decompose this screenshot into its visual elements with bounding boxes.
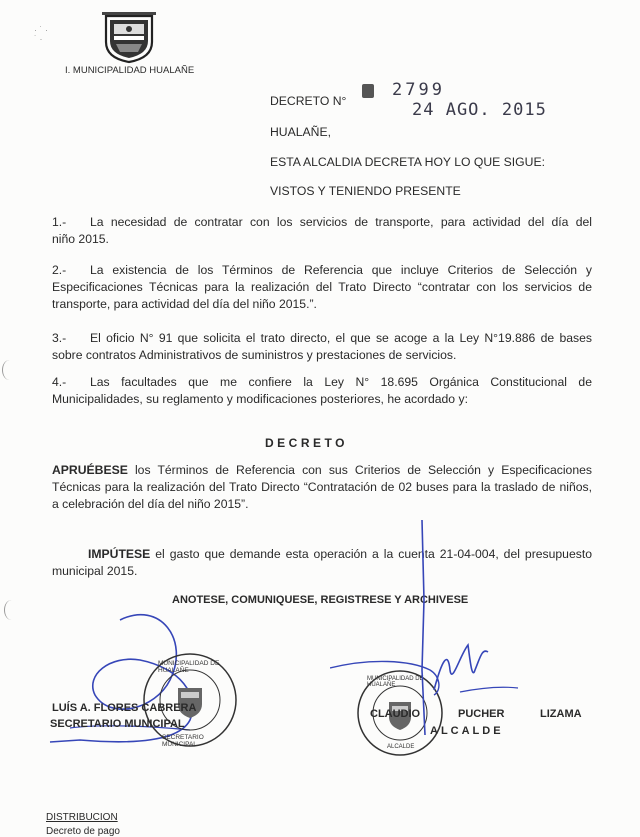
imputese-lead: IMPÚTESE — [88, 547, 151, 561]
item-text-rest: sobre contratos Administrativos de suministros y prestaciones de servicios. — [52, 348, 457, 362]
item-text-line: La existencia de los Términos de Referencia que incluye Criterios de Selección y — [90, 263, 592, 277]
list-item-4 — [52, 374, 592, 408]
list-item-2 — [52, 262, 592, 313]
apruebese-lead: APRUÉBESE — [52, 463, 128, 477]
distribution-line: Decreto de pago — [46, 826, 120, 837]
secretary-seal — [140, 650, 240, 750]
punch-mark — [2, 360, 17, 380]
item-number: 2.- — [52, 263, 67, 277]
decree-date-stamp: 24 AGO. 2015 — [412, 100, 547, 120]
mayor-name-last: LIZAMA — [540, 708, 582, 720]
item-number: 1.- — [52, 215, 67, 229]
item-text-rest: Municipalidades, su reglamento y modificaciones posteriores, he acordado y: — [52, 392, 468, 406]
decreto-heading: DECRETO — [265, 436, 348, 450]
item-text-rest: niño 2015. — [52, 232, 109, 246]
vistos-heading: VISTOS Y TENIENDO PRESENTE — [270, 184, 461, 198]
decree-label: DECRETO N° — [270, 94, 347, 108]
punch-mark — [4, 600, 19, 620]
imputese-text: el gasto que demande esta operación a la cuenta 21-04-004, del presupuesto municipal 2015. — [52, 547, 592, 578]
municipal-crest-icon — [100, 8, 158, 64]
speckle-marks: · ˙ · ˙ · — [34, 25, 48, 44]
item-text-line: El oficio N° 91 que solicita el trato directo, el que se acoge a la Ley N°19.886 de bases — [90, 331, 592, 345]
secretary-name: LUÍS A. FLORES CABRERA — [52, 702, 197, 714]
secretary-title: SECRETARIO MUNICIPAL — [50, 718, 185, 730]
item-text-line: Las facultades que me confiere la Ley N° 18.695 Orgánica Constitucional de — [90, 375, 592, 389]
distribution-label: DISTRIBUCION — [46, 812, 118, 823]
item-number: 3.- — [52, 331, 67, 345]
apruebese-paragraph — [52, 462, 592, 513]
list-item-3 — [52, 330, 592, 364]
seal-text-bottom: ALCALDE — [387, 744, 415, 750]
mayor-name-middle: PUCHER — [458, 708, 505, 720]
seal-text-bottom: SECRETARIO MUNICIPAL — [162, 734, 204, 748]
decree-intro: ESTA ALCALDIA DECRETA HOY LO QUE SIGUE: — [270, 155, 545, 169]
municipality-name: I. MUNICIPALIDAD HUALAÑE — [65, 65, 195, 76]
list-item-1 — [52, 214, 592, 248]
stamp-mark-icon — [362, 84, 374, 98]
closing-formula: ANOTESE, COMUNIQUESE, REGISTRESE Y ARCHIVESE — [172, 594, 469, 606]
mayor-title: ALCALDE — [430, 725, 504, 737]
decree-place: HUALAÑE, — [270, 125, 331, 139]
decree-number: 2799 — [392, 80, 445, 100]
item-text-rest: Especificaciones Técnicas para la realización del Trato Directo “contratar con los servicios de transporte, para actividad del día del niño 2015.”. — [52, 280, 592, 311]
seal-text-top: MUNICIPALIDAD DE HUALAÑE — [367, 676, 424, 688]
item-text-line: La necesidad de contratar con los servicios de transporte, para actividad del día del — [90, 215, 592, 229]
item-number: 4.- — [52, 375, 67, 389]
seal-text-top: MUNICIPALIDAD DE HUALAÑE — [158, 660, 220, 674]
apruebese-text: los Términos de Referencia con sus Criterios de Selección y Especificaciones Técnicas para la realización del Trato Directo “Contratación de 02 buses para la traslado de niños, a celebración del día del niño 2015”. — [52, 463, 592, 511]
mayor-name-first: CLAUDIO — [370, 708, 421, 720]
